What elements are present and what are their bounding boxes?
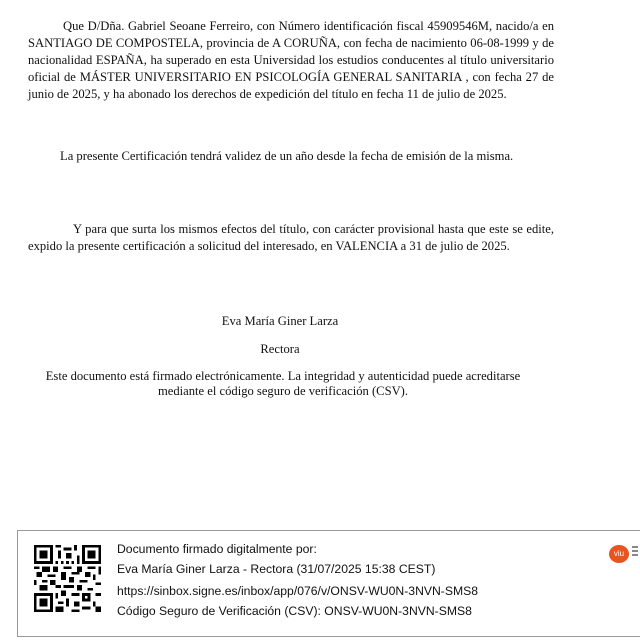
signatory-name: Eva María Giner Larza [221, 314, 339, 328]
issuance-paragraph: Y para que surta los mismos efectos del título, con carácter provisional hasta que este se edite, expido la presente certificación a solicitud del interesado, en VALENCIA a 31 de julio de 2025. [28, 222, 554, 253]
signed-by-label: Documento firmado digitalmente por: [117, 542, 317, 556]
signer-details: Eva María Giner Larza - Rectora (31/07/2025 15:38 CEST) [117, 562, 436, 576]
notice-line-2: mediante el código seguro de verificación (CSV). [157, 384, 409, 398]
notice-line-1: Este documento está firmado electrónicamente. La integridad y autenticidad puede acreditarse [45, 369, 521, 383]
digital-signature-box [17, 530, 640, 637]
verification-url-link[interactable]: https://sinbox.signe.es/inbox/app/076/v/ONSV-WU0N-3NVN-SMS8 [117, 584, 479, 598]
logo-wordmark-icon [632, 546, 640, 560]
validity-paragraph: La presente Certificación tendrá validez de un año desde la fecha de emisión de la misma. [60, 149, 514, 163]
signatory-role: Rectora [260, 342, 300, 356]
electronic-signature-notice [28, 369, 538, 399]
qr-code-icon[interactable] [34, 545, 101, 612]
signature-info [117, 541, 478, 619]
viu-logo-icon: viu [609, 545, 629, 563]
csv-code: Código Seguro de Verificación (CSV): ONSV-WU0N-3NVN-SMS8 [117, 604, 472, 618]
certification-paragraph: Que D/Dña. Gabriel Seoane Ferreiro, con Número identificación fiscal 45909546M, nacido/a en SANTIAGO DE COMPOSTELA, provincia de A CORUÑA, con fecha de nacimiento 06-08-1999 y de nacionalidad ESPAÑA, ha superado en esta Universidad los estudios conducentes al título universitario oficial de MÁSTER UNIVERSITARIO EN PSICOLOGÍA GENERAL SANITARIA , con fecha 27 de junio de 2025, y ha abonado los derechos de expedición del título en fecha 11 de julio de 2025. [28, 19, 554, 101]
